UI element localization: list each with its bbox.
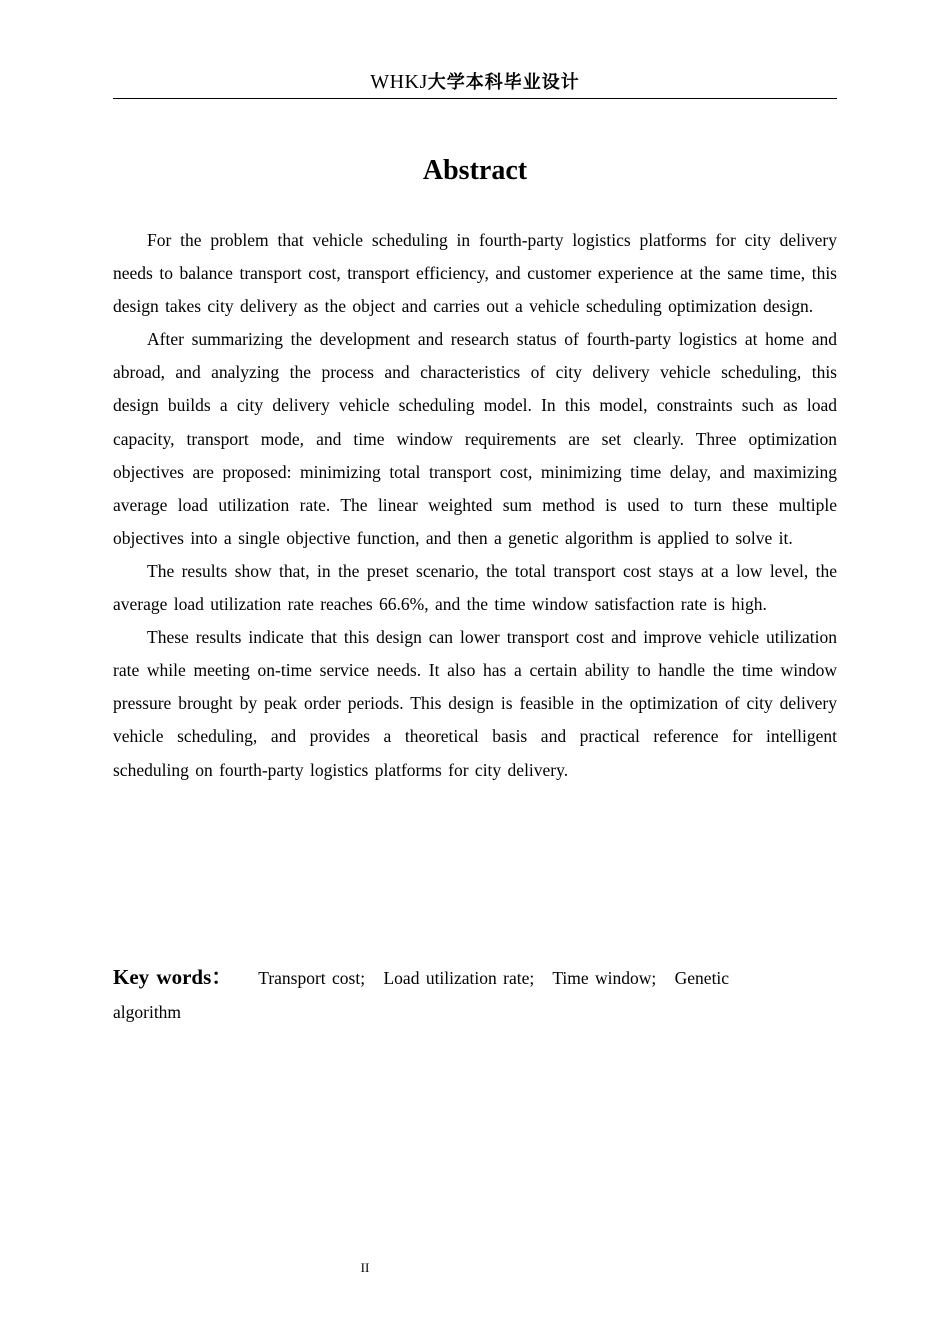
abstract-paragraph-2: After summarizing the development and research status of fourth-party logistics at home and abroad, and analyzing the process and characteristics of city delivery vehicle scheduling, this design builds a city delivery vehicle scheduling model. In this model, constraints such as load capacity, transport mode, and time window requirements are set clearly. Three optimization objectives are proposed: minimizing total transport cost, minimizing time delay, and maximizing average load utilization rate. The linear weighted sum method is used to turn these multiple objectives into a single objective function, and then a genetic algorithm is applied to solve it. xyxy=(113,329,837,548)
keyword-item: Transport cost; xyxy=(258,968,366,988)
page-header xyxy=(113,68,837,99)
header-title xyxy=(370,68,580,97)
keywords-block xyxy=(113,960,813,1029)
header-document-type: 大学本科毕业设计 xyxy=(427,72,580,93)
abstract-paragraph-1: For the problem that vehicle scheduling in fourth-party logistics platforms for city delivery needs to balance transport cost, transport efficiency, and customer experience at the same time, this design takes city delivery as the object and carries out a vehicle scheduling optimization design. xyxy=(113,230,837,317)
abstract-body xyxy=(113,224,837,787)
keyword-item: Load utilization rate; xyxy=(383,968,535,988)
keyword-item: Time window; xyxy=(552,968,657,988)
abstract-paragraph-4: These results indicate that this design can lower transport cost and improve vehicle utilization rate while meeting on-time service needs. It also has a certain ability to handle the time window pressure brought by peak order periods. This design is feasible in the optimization of city delivery vehicle scheduling, and provides a theoretical basis and practical reference for intelligent scheduling on fourth-party logistics platforms for city delivery. xyxy=(113,627,837,780)
keyword-item: Genetic algorithm xyxy=(113,968,730,1022)
abstract-paragraph-3: The results show that, in the preset scenario, the total transport cost stays at a low level, the average load utilization rate reaches 66.6%, and the time window satisfaction rate is high. xyxy=(113,560,837,615)
keywords-label: Key words： xyxy=(113,965,233,989)
abstract-title: Abstract xyxy=(422,155,528,186)
page-number: II xyxy=(360,1260,370,1275)
header-institution-code: WHKJ xyxy=(370,71,428,93)
